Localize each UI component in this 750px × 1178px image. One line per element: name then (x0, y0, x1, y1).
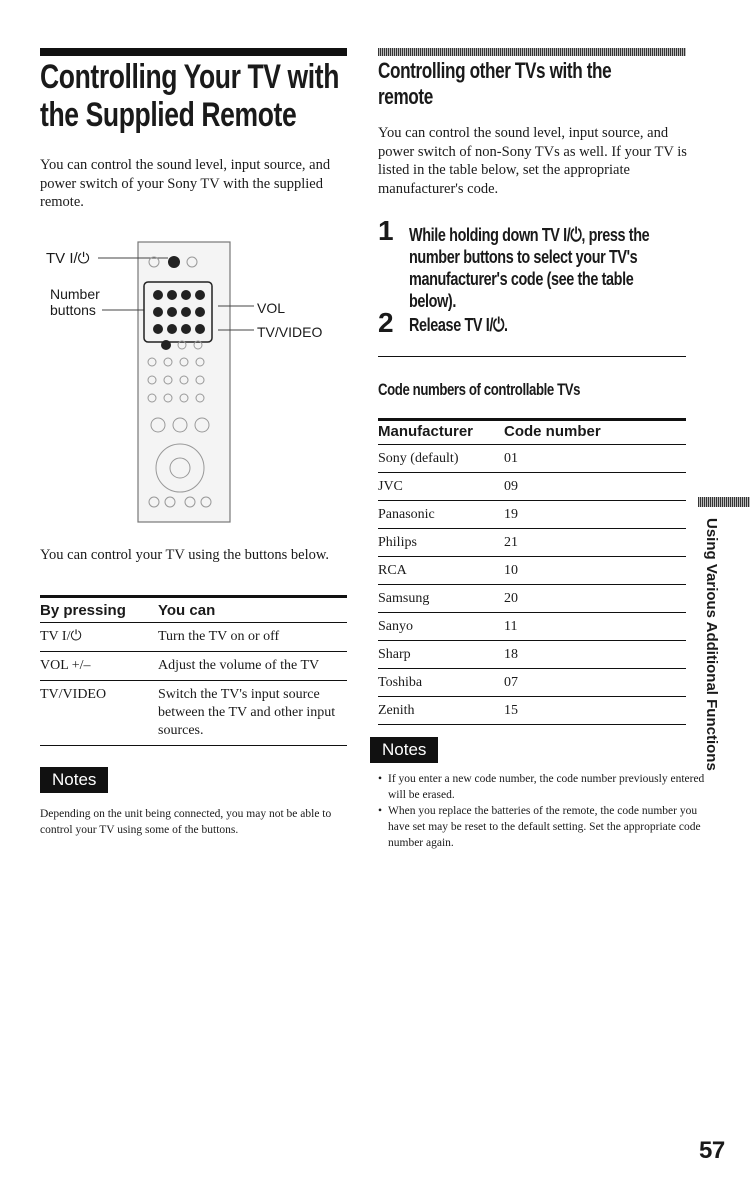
code-table-row (378, 501, 686, 529)
cell-code: 18 (504, 647, 518, 662)
cell-manufacturer: JVC (378, 479, 403, 494)
label-buttons: buttons (50, 302, 96, 318)
code-table-row (378, 445, 686, 473)
cell-code: 21 (504, 535, 518, 550)
code-table-row (378, 557, 686, 585)
right-title (378, 58, 611, 110)
right-divider (378, 356, 686, 357)
cell-pressing: VOL +/– (40, 658, 91, 673)
step-1-number: 1 (378, 215, 394, 246)
remote-control-image (40, 240, 350, 530)
left-intro: You can control the sound level, input source, and power switch of your Sony TV with the supplied remote. (40, 157, 331, 210)
header-code-number: Code number (504, 423, 601, 440)
step-2-text: Release TV I/⏻. (409, 314, 508, 335)
note-item: • When you replace the batteries of the remote, the code number you have set may be reset to the default setting. Set the appropriate code number again. (378, 805, 701, 849)
code-table-row (378, 585, 686, 613)
code-table-heading: Code numbers of controllable TVs (378, 381, 581, 399)
left-table-top-rule (40, 595, 347, 598)
code-table-row (378, 613, 686, 641)
right-intro: You can control the sound level, input source, and power switch of non-Sony TVs as well. If your TV is listed in the table below, set the appropriate manufacturer's code. (378, 125, 687, 197)
cell-manufacturer: Sony (default) (378, 451, 459, 466)
cell-code: 15 (504, 703, 518, 718)
label-tv-video: TV/VIDEO (257, 324, 323, 340)
right-notes-badge-wrap (370, 737, 438, 763)
cell-code: 09 (504, 479, 518, 494)
right-notes-list (364, 771, 708, 851)
remote-figure (40, 240, 350, 530)
cell-manufacturer: Panasonic (378, 507, 435, 522)
left-notes-text: Depending on the unit being connected, you may not be able to control your TV using some of the buttons. (40, 808, 332, 836)
table-row (40, 623, 347, 652)
code-table-row (378, 473, 686, 501)
label-tv-power: TV I/⏻ (46, 250, 90, 267)
side-tab-marker (698, 497, 750, 507)
step-1-line3: manufacturer's code (see the table (409, 268, 634, 289)
label-vol: VOL (257, 300, 286, 316)
table-header-row (40, 599, 347, 623)
cell-code: 07 (504, 675, 518, 690)
header-you-can: You can (158, 602, 216, 619)
cell-manufacturer: Sharp (378, 647, 411, 662)
side-tab-label: Using Various Additional Functions (703, 518, 720, 771)
code-table-row (378, 669, 686, 697)
left-notes-badge: Notes (40, 767, 108, 793)
step-2-number: 2 (378, 307, 394, 338)
left-title-line2: the Supplied Remote (40, 96, 297, 134)
step-1-text (409, 224, 649, 312)
cell-manufacturer: Zenith (378, 703, 415, 718)
cell-manufacturer: Toshiba (378, 675, 423, 690)
cell-code: 01 (504, 451, 518, 466)
table-row (40, 652, 347, 681)
label-number: Number (50, 286, 100, 302)
note-text: When you replace the batteries of the remote, the code number you have set may be reset to the default setting. Set the appropriate code number again. (388, 805, 701, 849)
left-title-line1: Controlling Your TV with (40, 58, 340, 96)
left-notes-badge-wrap (40, 767, 108, 793)
code-numbers-table (378, 421, 686, 725)
code-table-header-row (378, 421, 686, 445)
left-after-figure: You can control your TV using the buttons below. (40, 547, 330, 563)
cell-manufacturer: Philips (378, 535, 417, 550)
cell-manufacturer: Samsung (378, 591, 430, 606)
code-table-row (378, 529, 686, 557)
note-item: • If you enter a new code number, the code number previously entered will be erased. (378, 773, 705, 801)
code-table-row (378, 697, 686, 725)
cell-you-can: Switch the TV's input source between the TV and other input sources. (158, 687, 336, 738)
right-title-line1: Controlling other TVs with the (378, 58, 612, 83)
cell-you-can: Turn the TV on or off (158, 629, 280, 644)
cell-manufacturer: RCA (378, 563, 407, 578)
cell-code: 10 (504, 563, 518, 578)
note-text: If you enter a new code number, the code number previously entered will be erased. (388, 773, 705, 801)
header-by-pressing: By pressing (40, 602, 126, 619)
step-1-line2: number buttons to select your TV's (409, 246, 638, 267)
cell-pressing: TV/VIDEO (40, 687, 107, 702)
left-title-rule (40, 48, 347, 56)
right-title-rule (378, 48, 686, 56)
cell-code: 19 (504, 507, 518, 522)
cell-you-can: Adjust the volume of the TV (158, 658, 320, 673)
step-1-line4: below). (409, 290, 456, 311)
by-pressing-table (40, 599, 347, 746)
cell-code: 11 (504, 619, 518, 634)
header-manufacturer: Manufacturer (378, 423, 474, 440)
table-row (40, 681, 347, 746)
cell-code: 20 (504, 591, 518, 606)
right-notes-badge: Notes (370, 737, 438, 763)
cell-pressing: TV I/⏻ (40, 629, 82, 644)
right-title-line2: remote (378, 84, 433, 109)
code-table-row (378, 641, 686, 669)
cell-manufacturer: Sanyo (378, 619, 413, 634)
left-title (40, 58, 339, 134)
page-number: 57 (699, 1137, 725, 1164)
step-1-line1: While holding down TV I/⏻, press the (409, 224, 650, 245)
